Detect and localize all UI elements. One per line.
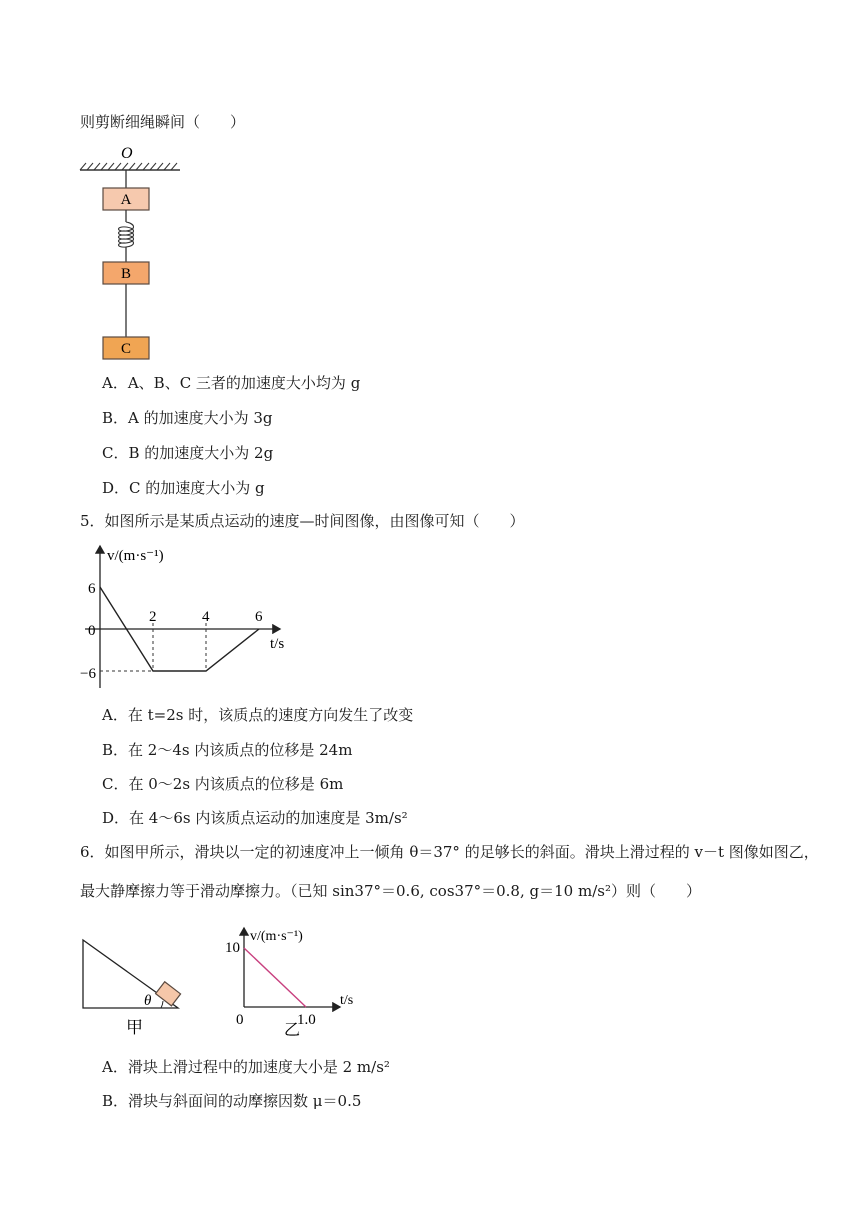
- q5-vt-graph: [80, 538, 300, 698]
- q6-option-a[interactable]: A．滑块上滑过程中的加速度大小是 2 m/s²: [102, 1058, 390, 1076]
- caption-yi: 乙: [284, 1022, 301, 1039]
- caption-jia: 甲: [126, 1018, 143, 1037]
- y-tick-neg6: −6: [80, 666, 96, 682]
- block-c-label: C: [120, 341, 132, 357]
- block-a-label: A: [120, 192, 132, 208]
- origin-label: 0: [236, 1012, 244, 1028]
- ceiling-hatch: [80, 163, 180, 170]
- q5-option-c[interactable]: C．在 0～2s 内该质点的位移是 6m: [102, 775, 344, 793]
- q6-option-b[interactable]: B．滑块与斜面间的动摩擦因数 μ＝0.5: [102, 1092, 362, 1110]
- x-tick-4: 4: [202, 609, 210, 625]
- velocity-line: [244, 948, 306, 1007]
- x-tick-1: 1.0: [297, 1012, 316, 1028]
- q4-option-c[interactable]: C．B 的加速度大小为 2g: [102, 444, 274, 462]
- q6-vt-graph: [222, 924, 372, 1039]
- spring: [119, 222, 134, 247]
- incline-figure-jia: [78, 935, 208, 1045]
- q5-option-b[interactable]: B．在 2～4s 内该质点的位移是 24m: [102, 741, 353, 759]
- angle-theta: θ: [144, 993, 152, 1009]
- y-axis-label: v/(m·s⁻¹): [107, 548, 164, 564]
- ceiling-label: O: [121, 145, 133, 162]
- q4-stem-tail: 则剪断细绳瞬间（ ）: [80, 113, 246, 131]
- q5-stem: 5．如图所示是某质点运动的速度—时间图像，由图像可知（ ）: [80, 512, 525, 530]
- y-tick-6: 6: [88, 581, 96, 597]
- q4-option-b[interactable]: B．A 的加速度大小为 3g: [102, 409, 273, 427]
- x-axis-label: t/s: [340, 993, 354, 1008]
- angle-arc: [161, 1001, 163, 1008]
- y-axis-label: v/(m·s⁻¹): [250, 929, 303, 944]
- q5-option-d[interactable]: D．在 4～6s 内该质点运动的加速度是 3m/s²: [102, 809, 408, 827]
- q6-stem-line1: 6．如图甲所示，滑块以一定的初速度冲上一倾角 θ＝37° 的足够长的斜面。滑块上滑过程的 v－t 图像如图乙，: [80, 843, 819, 861]
- y-tick-10: 10: [225, 940, 240, 956]
- y-tick-0: 0: [88, 623, 96, 639]
- x-axis-label: t/s: [270, 636, 285, 652]
- spring-blocks-figure: [75, 140, 215, 370]
- x-tick-2: 2: [149, 609, 157, 625]
- q6-stem-line2: 最大静摩擦力等于滑动摩擦力。（已知 sin37°＝0.6, cos37°＝0.8, g＝10 m/s²）则（ ）: [80, 882, 701, 900]
- q5-option-a[interactable]: A．在 t=2s 时，该质点的速度方向发生了改变: [102, 706, 414, 724]
- x-tick-6: 6: [255, 609, 263, 625]
- slider-block: [156, 982, 181, 1006]
- q4-option-d[interactable]: D．C 的加速度大小为 g: [102, 479, 265, 497]
- q4-option-a[interactable]: A．A、B、C 三者的加速度大小均为 g: [102, 374, 361, 392]
- block-b-label: B: [120, 266, 132, 282]
